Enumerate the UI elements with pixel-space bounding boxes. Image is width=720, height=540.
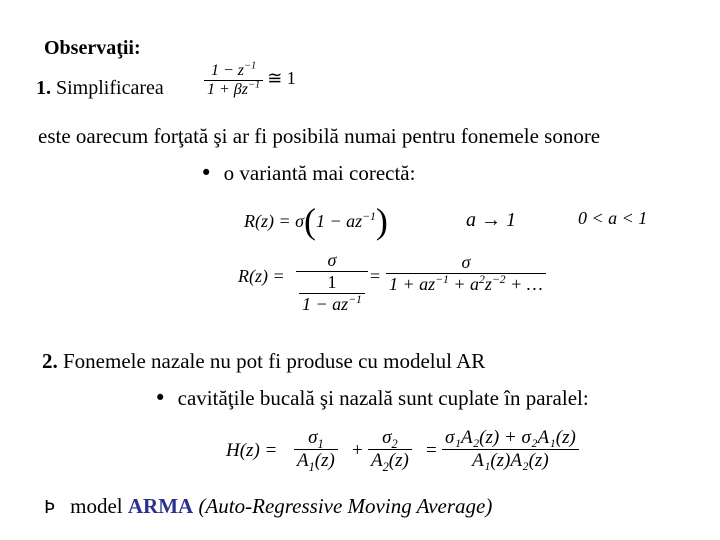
equation-3-equals: = xyxy=(426,440,437,461)
arma-acronym: ARMA xyxy=(127,494,194,518)
equation-2-fraction-2: $\frac{\sigma}{1 + az^{-1} + a^2z^{-2} + \dots}$ xyxy=(386,252,546,295)
conclusion-line xyxy=(44,496,492,517)
equation-3-plus: + xyxy=(352,440,363,461)
equation-2-equals: = xyxy=(370,266,381,286)
item-1-label: Simplificarea xyxy=(56,77,164,99)
condition-range: 0 < a < 1 xyxy=(578,208,648,228)
bullet-1 xyxy=(200,163,415,184)
item-1-number: 1. xyxy=(36,77,51,99)
equation-2-fraction-1: $\frac{\sigma}{\frac{1}{1 - az^{-1}}}$ xyxy=(296,250,368,315)
approx-one: ≅ 1 xyxy=(267,68,296,89)
bullet-1-glyph: • xyxy=(200,161,213,185)
bullet-1-text: o variantă mai corectă: xyxy=(223,161,416,185)
item-1-text xyxy=(36,78,164,98)
equation-3-fraction-2: $\frac{\sigma_2}{A_2(z)}$ xyxy=(368,427,412,472)
remark-line: este oarecum forţată şi ar fi posibilă numai pentru fonemele sonore xyxy=(38,124,601,148)
item-1-fraction: $\frac{1 - z^{-1}}{1 + \beta z^{-1}}$ ≅ 1 xyxy=(204,62,296,99)
bullet-2-text: cavităţile bucală şi nazală sunt cuplate în paralel: xyxy=(177,386,589,410)
equation-2-lhs: R(z) = xyxy=(238,266,285,286)
bullet-2-glyph: • xyxy=(154,386,167,410)
equation-3-fraction-3: $\frac{\text{σ₁A₂(z) + σ₂A₁(z)}}{\text{A₁(z)A₂(z)}}$ xyxy=(442,427,579,472)
section-title: Observaţii: xyxy=(44,37,141,59)
equation-1: $R(z) = \sigma(1 - az^{-1})$ xyxy=(244,201,388,241)
item-2-number: 2. xyxy=(42,349,58,373)
bullet-2 xyxy=(154,388,589,409)
item-2-label: Fonemele nazale nu pot fi produse cu modelul AR xyxy=(63,349,486,373)
equation-3-fraction-1: $\frac{\sigma_1}{A_1(z)}$ xyxy=(294,427,338,472)
equation-3-lhs: H(z) = xyxy=(226,440,278,461)
conclusion-pre: model xyxy=(70,494,123,518)
condition-a-to-1: a → 1 xyxy=(466,209,516,231)
implies-icon: Þ xyxy=(44,497,55,518)
item-2-text xyxy=(42,351,485,372)
arma-expansion: (Auto-Regressive Moving Average) xyxy=(198,494,493,518)
